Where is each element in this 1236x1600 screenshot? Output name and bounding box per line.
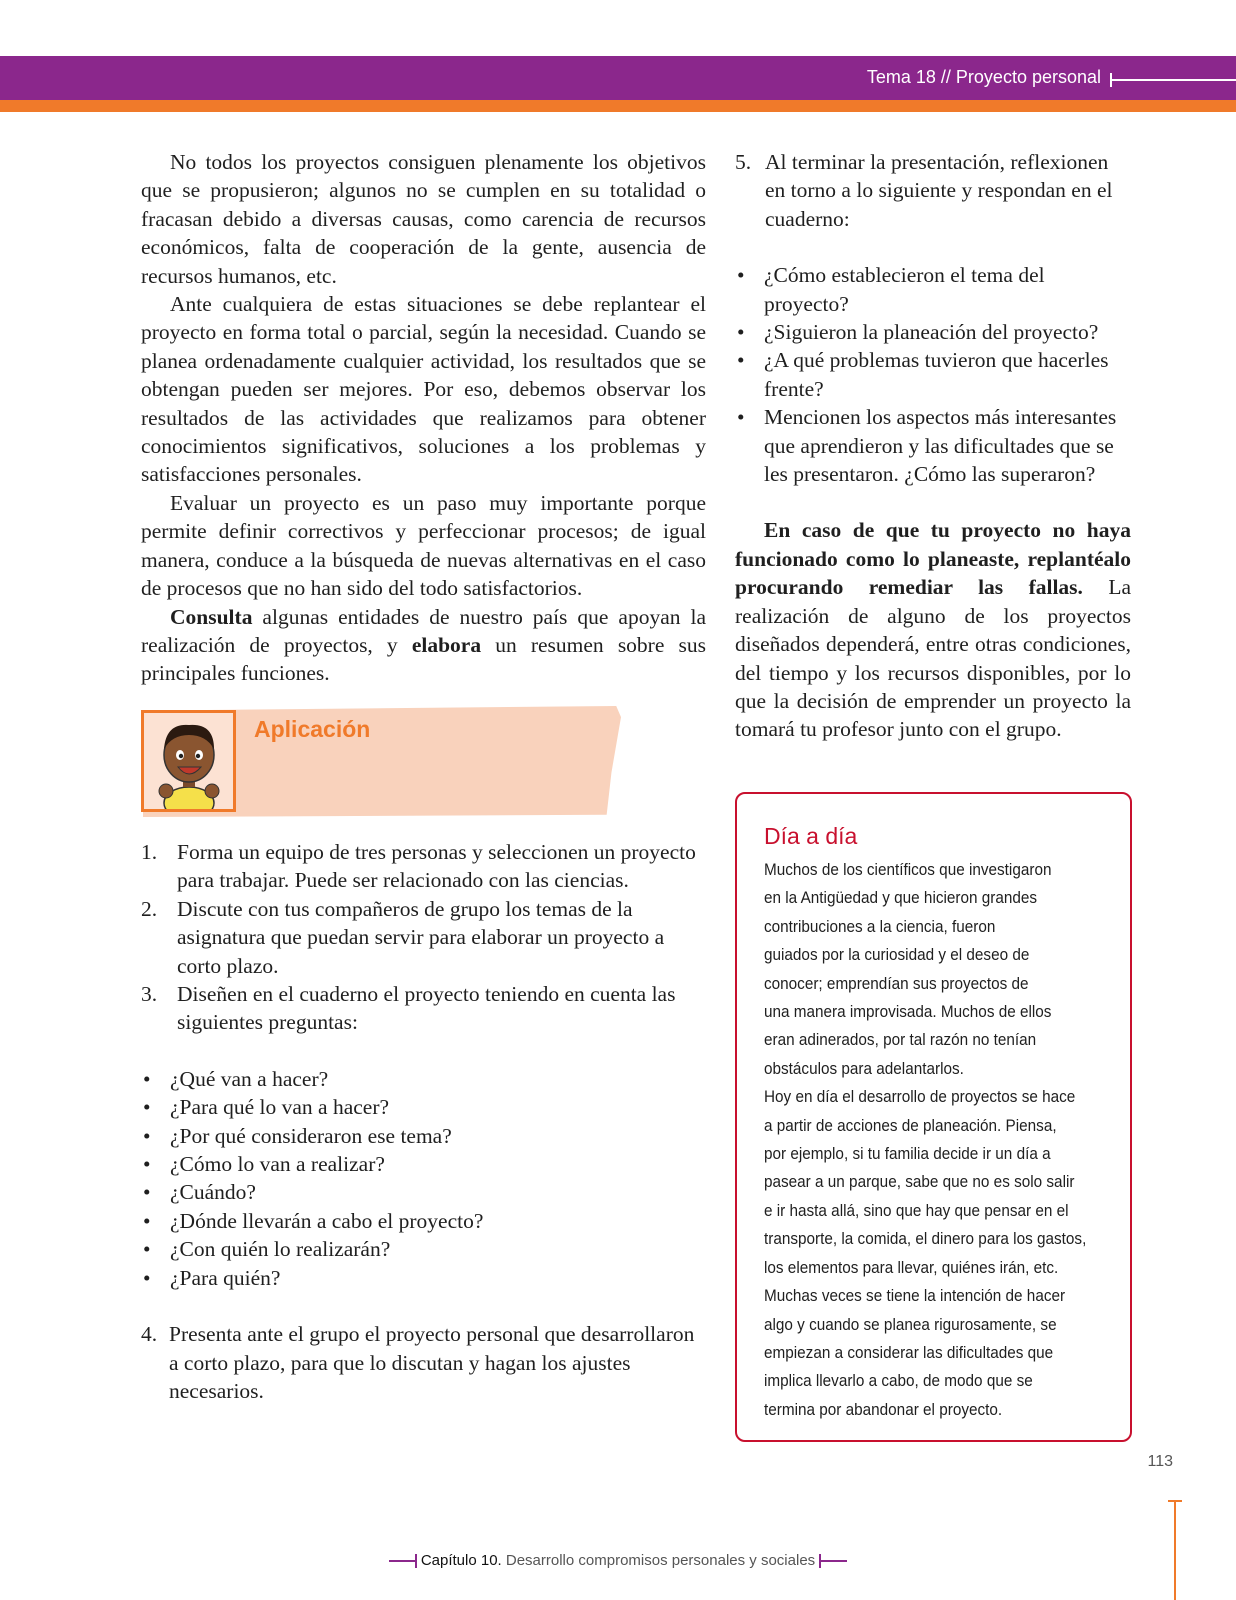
reflection-item: • Mencionen los aspectos más interesantes que aprendieron y las dificultades que se les presentaron. ¿Cómo las superaron? [737, 405, 1117, 487]
list-item: 1. Forma un equipo de tres personas y seleccionen un proyecto para trabajar. Puede ser relacionado con las ciencias. [141, 840, 696, 893]
paragraph-4 [141, 603, 706, 688]
topic-title: Tema 18 // Proyecto personal [866, 67, 1101, 87]
page-marker-line [1174, 1500, 1176, 1600]
reflection-item: • ¿A qué problemas tuvieron que hacerles frente? [737, 348, 1109, 401]
question-item: • ¿Con quién lo realizarán? [143, 1237, 391, 1262]
paragraph-1: No todos los proyectos consiguen plenamente los objetivos que se propusieron; algunos no se cumplen en su totalidad o fracasan debido a diversas causas, como carencia de recursos económicos, falta de cooperación de la gente, ausencia de recursos humanos, etc. [141, 150, 706, 288]
bold-elabora: elabora [411, 632, 482, 657]
list-item: 3. Diseñen en el cuaderno el proyecto teniendo en cuenta las siguientes preguntas: [141, 982, 676, 1035]
dia-a-dia-text: Muchos de los científicos que investigaron en la Antigüedad y que hicieron grandes contribuciones a la ciencia, fueron guiados por la curiosidad y el deseo de conocer; emprendían sus proyectos de una manera improvisada. Muchos de ellos eran adinerados, por tal razón no tenían obstáculos para adelantarlos. Hoy en día el desarrollo de proyectos se hace a partir de acciones de planeación. Piensa, por ejemplo, si tu familia decide ir un día a pasear a un parque, sabe que no es solo salir e ir hasta allá, sino que hay que pensar en el transporte, la comida, el dinero para los gastos, los elementos para llevar, quiénes irán, etc. Muchas veces se tiene la intención de hacer algo y cuando se planea rigurosamente, se empiezan a considerar las dificultades que implica llevarlo a cabo, de modo que se termina por abandonar el proyecto. [764, 860, 1087, 1419]
footer-title: Desarrollo compromisos personales y sociales [501, 1552, 816, 1569]
paragraph-2: Ante cualquiera de estas situaciones se debe replantear el proyecto en forma total o parcial, según la necesidad. Cuando se planea ordenadamente cualquier actividad, los resultados que se obtengan pueden ser mejores. Por eso, debemos observar los resultados de las actividades que realizamos para obtener conocimientos significativos, soluciones a los problemas y satisfacciones personales. [141, 292, 706, 487]
footer [0, 1552, 1236, 1569]
reflection-item: • ¿Cómo establecieron el tema del proyecto? [737, 263, 1045, 316]
p4-text-a: algunas entidades de nuestro país que apoyan la realización de proyectos, y [141, 604, 706, 657]
question-item: • ¿Cuándo? [143, 1180, 256, 1205]
paragraph-3: Evaluar un proyecto es un paso muy importante porque permite definir correctivos y perfeccionar procesos; de igual manera, conduce a la búsqueda de nuevas alternativas en el caso de procesos que no han sido del todo satisfactorios. [141, 490, 706, 601]
page-number: 113 [1147, 1453, 1173, 1470]
student-avatar-frame [141, 710, 236, 812]
left-column [141, 148, 706, 688]
header-accent-bar [0, 100, 1236, 112]
list-item: 2. Discute con tus compañeros de grupo los temas de la asignatura que puedan servir para elaborar un proyecto a corto plazo. [141, 896, 665, 978]
student-character-icon [144, 713, 233, 809]
question-item: • ¿Cómo lo van a realizar? [143, 1152, 385, 1177]
header-line [1111, 79, 1236, 81]
question-item: • ¿Para quién? [143, 1265, 281, 1290]
reflection-item: • ¿Siguieron la planeación del proyecto? [737, 320, 1099, 345]
aplicacion-title: Aplicación [254, 716, 371, 742]
footer-left-bar [389, 1560, 417, 1562]
closing-bold: En caso de que tu proyecto no haya funcionado como lo planeaste, replantéalo procurando remediar las fallas. [735, 518, 1131, 600]
closing-rest: La realización de alguno de los proyectos diseñados dependerá, entre otras condiciones, del tiempo y los recursos disponibles, por lo que la decisión de emprender un proyecto la tomará tu profesor junto con el grupo. [735, 575, 1131, 742]
bold-consulta: Consulta [170, 604, 253, 629]
right-column [735, 148, 1131, 744]
question-item: • ¿Qué van a hacer? [143, 1066, 329, 1091]
p4-text-b: un resumen sobre sus principales funciones. [141, 632, 706, 686]
footer-right-bar [819, 1560, 847, 1562]
list-item: 4. Presenta ante el grupo el proyecto personal que desarrollaron a corto plazo, para que lo discutan y hagan los ajustes necesarios. [141, 1322, 695, 1403]
question-item: • ¿Para qué lo van a hacer? [143, 1095, 390, 1120]
dia-a-dia-title: Día a día [764, 823, 858, 849]
question-item: • ¿Dónde llevarán a cabo el proyecto? [143, 1208, 484, 1233]
closing-paragraph [735, 516, 1131, 743]
footer-chapter: Capítulo 10. [420, 1552, 502, 1569]
aplicacion-list [141, 838, 706, 1405]
list-item: 5. Al terminar la presentación, reflexionen en torno a lo siguiente y respondan en el cuaderno: [735, 150, 1113, 231]
question-item: • ¿Por qué consideraron ese tema? [143, 1123, 452, 1148]
